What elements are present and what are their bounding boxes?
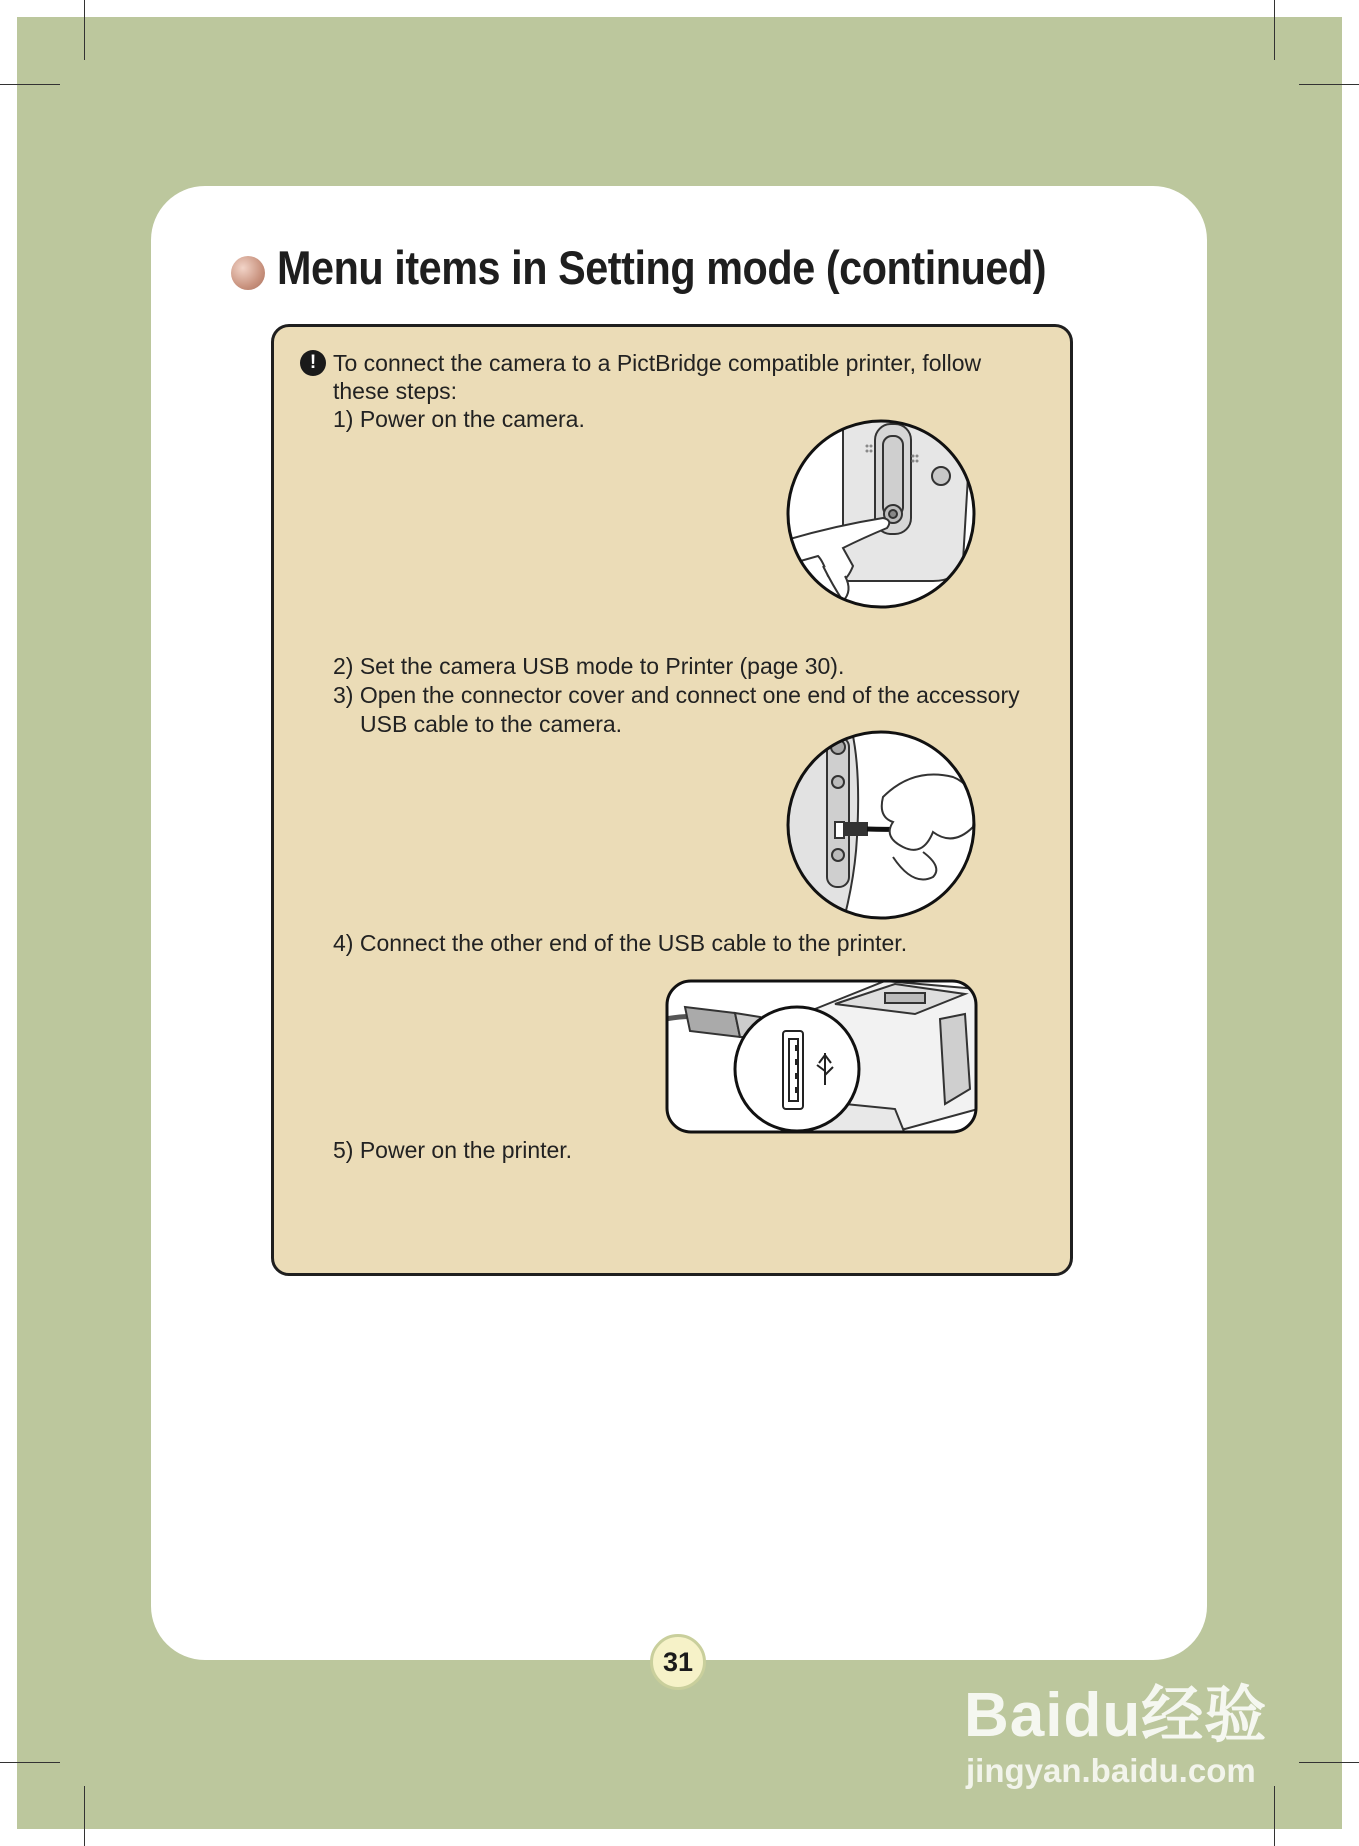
power-on-camera-illustration xyxy=(783,416,979,612)
crop-mark xyxy=(84,0,85,60)
crop-mark xyxy=(0,84,60,85)
step-2: 2) Set the camera USB mode to Printer (page 30). xyxy=(333,653,845,679)
crop-mark xyxy=(1299,84,1359,85)
exclamation-icon: ! xyxy=(300,350,326,376)
step-4: 4) Connect the other end of the USB cable to the printer. xyxy=(333,930,908,956)
step-3-line1: 3) Open the connector cover and connect one end of the accessory xyxy=(333,682,1020,708)
step-5: 5) Power on the printer. xyxy=(333,1137,573,1163)
usb-to-camera-illustration xyxy=(783,727,979,923)
baidu-watermark-logo: Baidu经验 xyxy=(964,1681,1268,1750)
crop-mark xyxy=(0,1762,60,1763)
step-3-line2: USB cable to the camera. xyxy=(360,711,623,737)
crop-mark xyxy=(1274,1786,1275,1846)
baidu-watermark-url: jingyan.baidu.com xyxy=(966,1752,1256,1789)
usb-to-printer-illustration xyxy=(665,979,978,1134)
note-intro-line2: these steps: xyxy=(333,378,458,404)
crop-mark xyxy=(84,1786,85,1846)
step-1: 1) Power on the camera. xyxy=(333,406,585,432)
note-intro-line1: To connect the camera to a PictBridge compatible printer, follow xyxy=(333,350,982,376)
page-title: Menu items in Setting mode (continued) xyxy=(277,241,1047,294)
page-number: 31 xyxy=(650,1634,706,1690)
crop-mark xyxy=(1299,1762,1359,1763)
title-bullet-icon xyxy=(231,256,265,290)
crop-mark xyxy=(1274,0,1275,60)
